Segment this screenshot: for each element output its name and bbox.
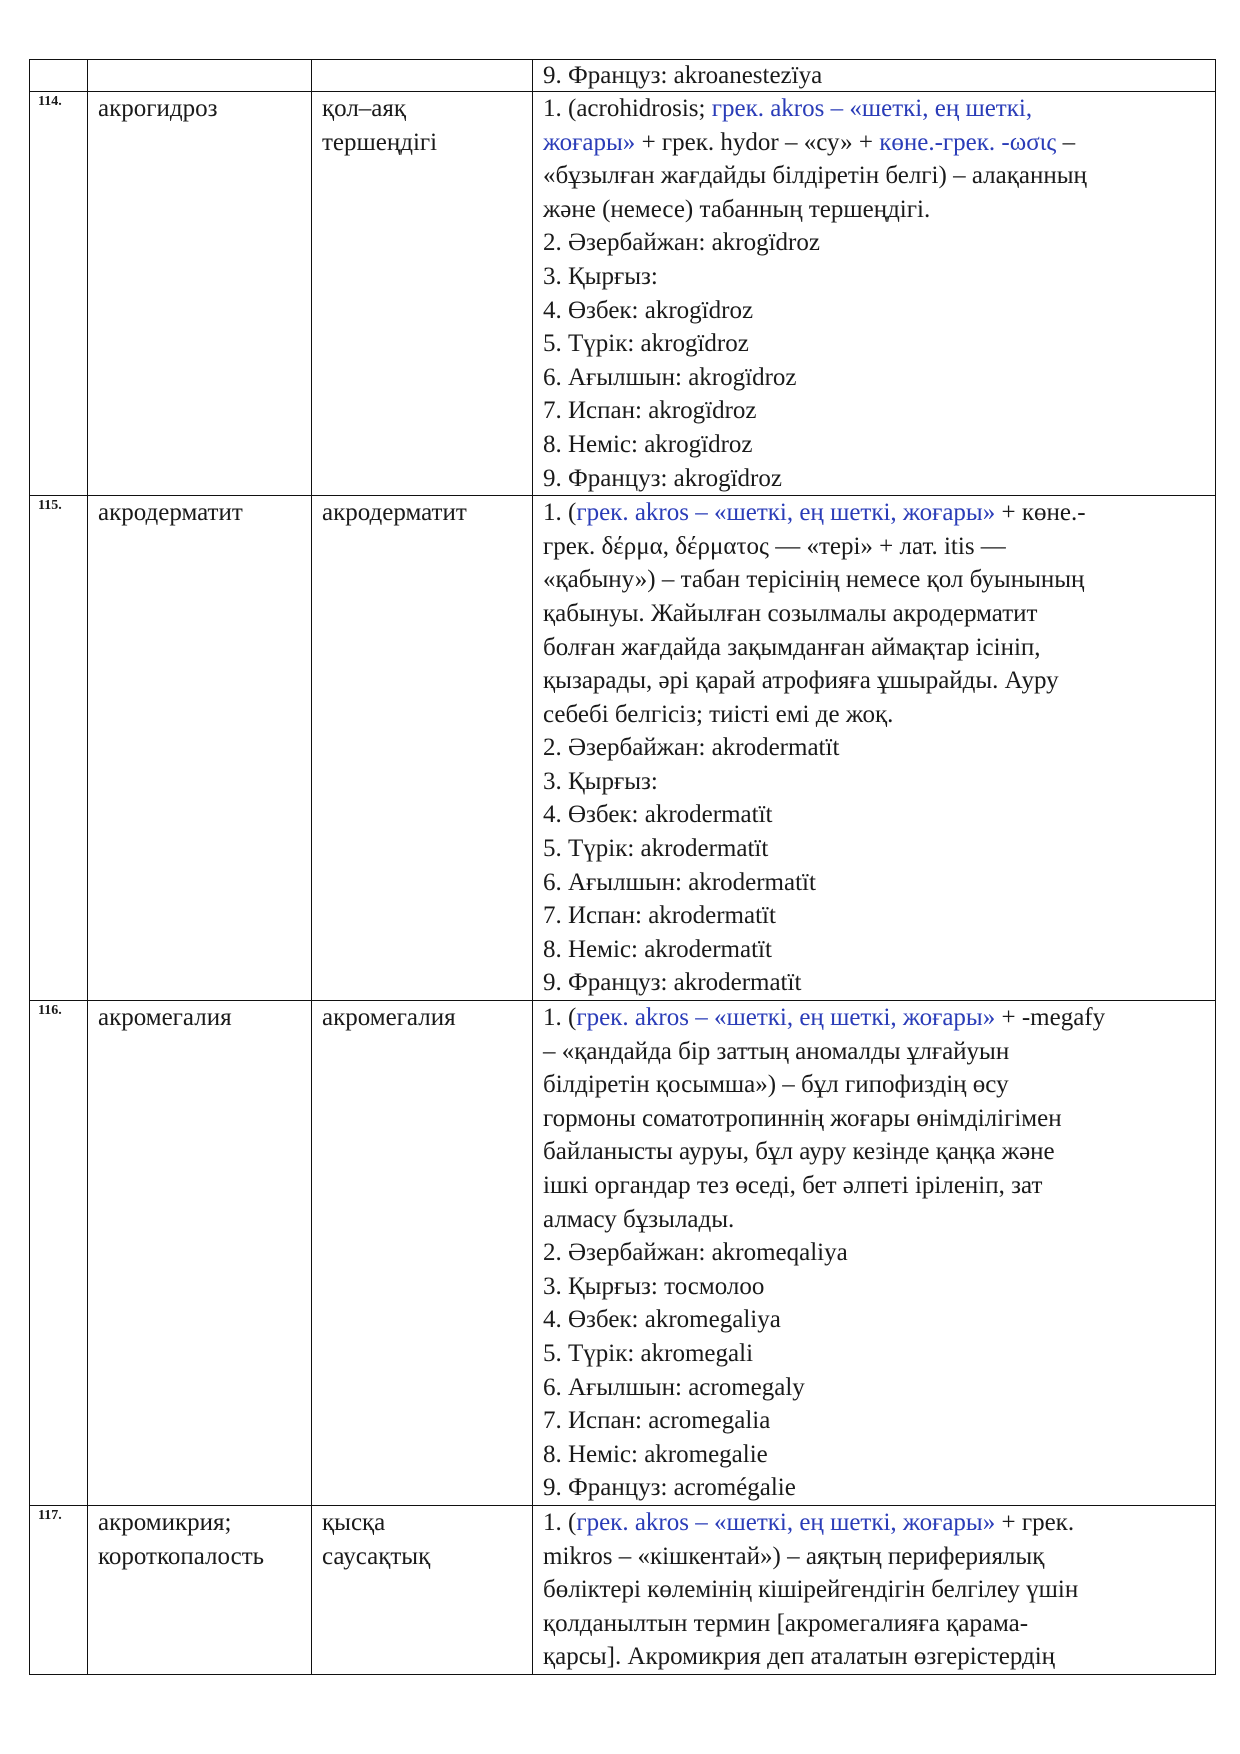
term-cell — [88, 1001, 312, 1506]
definition-cell — [533, 92, 1216, 496]
definition-text: білдіретін қосымша») – бұл гипофиздің өсу — [543, 1071, 1009, 1099]
definition-line — [543, 1236, 1205, 1270]
definition-cell — [533, 496, 1216, 1001]
definition-line — [543, 866, 1205, 900]
definition-line — [543, 327, 1205, 361]
definition-text: 8. Неміс: akromegalie — [543, 1440, 768, 1468]
definition-line — [543, 1102, 1205, 1136]
definition-line — [543, 193, 1205, 227]
definition-text: 5. Түрік: akrodermatït — [543, 835, 769, 863]
definition-line — [543, 933, 1205, 967]
definition-text: бөліктері көлемінің кішірейгендігін белгілеу үшін — [543, 1576, 1079, 1604]
definition-cell — [533, 60, 1216, 92]
definition-text: + грек. — [995, 1508, 1075, 1536]
etymology-text: грек. akros – «шеткі, ең шеткі, — [711, 95, 1033, 122]
definition-cell — [533, 1505, 1216, 1674]
definition-line — [543, 832, 1205, 866]
continuation-row — [30, 60, 1216, 92]
definition-line — [543, 394, 1205, 428]
definition-text: + -megafy — [995, 1004, 1106, 1032]
definition-line — [543, 1270, 1205, 1304]
definition-text: «бұзылған жағдайды білдіретін белгі) – алақанның — [543, 162, 1087, 190]
definition-text: 2. Әзербайжан: akromeqaliya — [543, 1239, 848, 1267]
definition-text: ішкі органдар тез өседі, бет әлпеті іріленіп, зат — [543, 1172, 1043, 1199]
kazakh-cell — [312, 496, 533, 1001]
definition-cell — [533, 1001, 1216, 1506]
definition-text: 9. Француз: akrogïdroz — [543, 464, 782, 492]
definition-line — [543, 1203, 1205, 1237]
definition-line — [543, 563, 1205, 597]
kazakh-cell — [312, 1505, 533, 1674]
entry-row — [30, 92, 1216, 496]
kazakh-cell — [312, 60, 533, 92]
term-line: короткопалость — [98, 1542, 265, 1570]
definition-line — [543, 92, 1205, 126]
definition-text: 7. Испан: akrodermatït — [543, 902, 776, 930]
definition-text: – «қандайда бір заттың аномалды ұлғайуын — [543, 1037, 1010, 1065]
definition-text: 1. ( — [543, 499, 577, 527]
kazakh-line: қысқа — [322, 1508, 386, 1536]
entry-row — [30, 1001, 1216, 1506]
definition-line — [543, 765, 1205, 799]
definition-text: қызарады, әрі қарай атрофияға ұшырайды. Ауру — [543, 667, 1059, 695]
definition-text: себебі белгісіз; тиісті емі де жоқ. — [543, 700, 894, 728]
kazakh-line: қол–аяқ — [322, 95, 407, 122]
definition-line — [543, 294, 1205, 328]
definition-text: – — [1056, 128, 1076, 156]
definition-line — [543, 1303, 1205, 1337]
entry-number: 115. — [30, 496, 88, 1001]
definition-line — [543, 731, 1205, 765]
definition-line — [543, 530, 1205, 564]
etymology-text: грек. akros – «шеткі, ең шеткі, жоғары» — [576, 1004, 996, 1032]
term-line: акромикрия; — [98, 1508, 232, 1536]
definition-line — [543, 966, 1205, 1000]
definition-line — [543, 1404, 1205, 1438]
definition-text: + грек. hydor – «су» + — [635, 128, 880, 156]
definition-line — [543, 361, 1205, 395]
definition-text: 4. Өзбек: akrogïdroz — [543, 296, 754, 324]
kazakh-cell — [312, 92, 533, 496]
number-cell — [30, 60, 88, 92]
definition-text: 3. Қырғыз: — [543, 262, 658, 290]
definition-text: 5. Түрік: akromegali — [543, 1339, 754, 1367]
definition-text: 6. Ағылшын: akrogïdroz — [543, 363, 797, 391]
definition-line — [543, 496, 1205, 530]
definition-line — [543, 226, 1205, 260]
definition-text: 6. Ағылшын: akrodermatït — [543, 868, 816, 896]
etymology-text: грек. akros – «шеткі, ең шеткі, жоғары» — [576, 499, 996, 527]
entry-number: 114. — [30, 92, 88, 496]
definition-text: mikros – «кішкентай») – аяқтың перифериялық — [543, 1542, 1045, 1570]
definition-text: қабынуы. Жайылған созылмалы акродерматит — [543, 599, 1038, 627]
definition-text: 9. Француз: akrodermatït — [543, 969, 802, 997]
definition-line — [543, 1607, 1205, 1641]
kazakh-line: тершеңдігі — [322, 128, 438, 156]
definition-text: «қабыну») – табан терісінің немесе қол буынының — [543, 566, 1085, 594]
definition-text: 2. Әзербайжан: akrodermatït — [543, 734, 840, 762]
kazakh-line: саусақтық — [322, 1542, 431, 1570]
definition-text: 2. Әзербайжан: akrogïdroz — [543, 229, 820, 257]
definition-text: 6. Ағылшын: acromegaly — [543, 1373, 805, 1401]
definition-text: 7. Испан: akrogïdroz — [543, 397, 757, 425]
definition-line — [543, 1540, 1205, 1574]
definition-line — [543, 899, 1205, 933]
definition-text: + көне.- — [995, 499, 1086, 527]
etymology-text: грек. akros – «шеткі, ең шеткі, жоғары» — [576, 1508, 996, 1536]
term-line: акромегалия — [98, 1004, 232, 1032]
term-line: акродерматит — [98, 499, 243, 527]
definition-line — [543, 1371, 1205, 1405]
definition-line — [543, 798, 1205, 832]
definition-text: болған жағдайда зақымданған аймақтар ісініп, — [543, 633, 1041, 661]
kazakh-line: акромегалия — [322, 1004, 456, 1032]
definition-line — [543, 159, 1205, 193]
definition-line — [543, 428, 1205, 462]
entry-row — [30, 1505, 1216, 1674]
definition-text: байланысты ауруы, бұл ауру кезінде қаңқа және — [543, 1138, 1055, 1166]
entry-row — [30, 496, 1216, 1001]
definition-text: және (немесе) табанның тершеңдігі. — [543, 195, 931, 223]
term-cell — [88, 496, 312, 1001]
definition-line — [543, 664, 1205, 698]
definition-line — [543, 462, 1205, 496]
entry-number: 117. — [30, 1505, 88, 1674]
definition-text: гормоны соматотропиннің жоғары өнімділігімен — [543, 1104, 1062, 1132]
definition-text: 3. Қырғыз: тосмолоо — [543, 1272, 765, 1300]
definition-text: алмасу бұзылады. — [543, 1205, 735, 1233]
definition-line — [543, 1169, 1205, 1203]
definition-line — [543, 1640, 1205, 1674]
definition-text: 4. Өзбек: akromegaliya — [543, 1306, 781, 1334]
definition-line — [543, 1035, 1205, 1069]
definition-text: 8. Неміс: akrogïdroz — [543, 430, 753, 458]
definition-text: қарсы]. Акромикрия деп аталатын өзгерістердің — [543, 1643, 1056, 1671]
etymology-text: жоғары» — [543, 128, 636, 156]
term-line: акрогидроз — [98, 95, 218, 122]
entry-number: 116. — [30, 1001, 88, 1506]
definition-line — [543, 631, 1205, 665]
etymology-text: көне.-грек. -ωσις — [879, 128, 1057, 156]
definition-line — [543, 1438, 1205, 1472]
term-cell — [88, 92, 312, 496]
definition-text: қолданылтын термин [акромегалияға қарама- — [543, 1609, 1029, 1637]
definition-text: 4. Өзбек: akrodermatït — [543, 801, 773, 829]
definition-line — [543, 1471, 1205, 1505]
definition-line: 9. Француз: akroanestezïya — [543, 62, 823, 89]
definition-text: 8. Неміс: akrodermatït — [543, 935, 772, 963]
kazakh-line: акродерматит — [322, 499, 467, 527]
definition-line — [543, 1068, 1205, 1102]
definition-text: 1. (acrohidrosis; — [543, 95, 712, 122]
definition-text: 1. ( — [543, 1508, 577, 1536]
definition-line — [543, 126, 1205, 160]
definition-text: 7. Испан: acromegalia — [543, 1407, 771, 1435]
definition-text: 1. ( — [543, 1004, 577, 1032]
definition-line — [543, 1337, 1205, 1371]
definition-line — [543, 260, 1205, 294]
definition-line — [543, 1135, 1205, 1169]
term-cell — [88, 1505, 312, 1674]
definition-line — [543, 698, 1205, 732]
kazakh-cell — [312, 1001, 533, 1506]
definition-text: 9. Француз: acromégalie — [543, 1474, 796, 1502]
definition-line — [543, 1573, 1205, 1607]
term-cell — [88, 60, 312, 92]
definition-text: 3. Қырғыз: — [543, 767, 658, 795]
definition-text: грек. δέρμα, δέρματος — «тері» + лат. itis — — [543, 532, 1006, 560]
definition-line — [543, 1001, 1205, 1035]
definition-text: 5. Түрік: akrogïdroz — [543, 330, 749, 358]
definition-line — [543, 1506, 1205, 1540]
terminology-table — [29, 59, 1216, 1675]
definition-line — [543, 597, 1205, 631]
